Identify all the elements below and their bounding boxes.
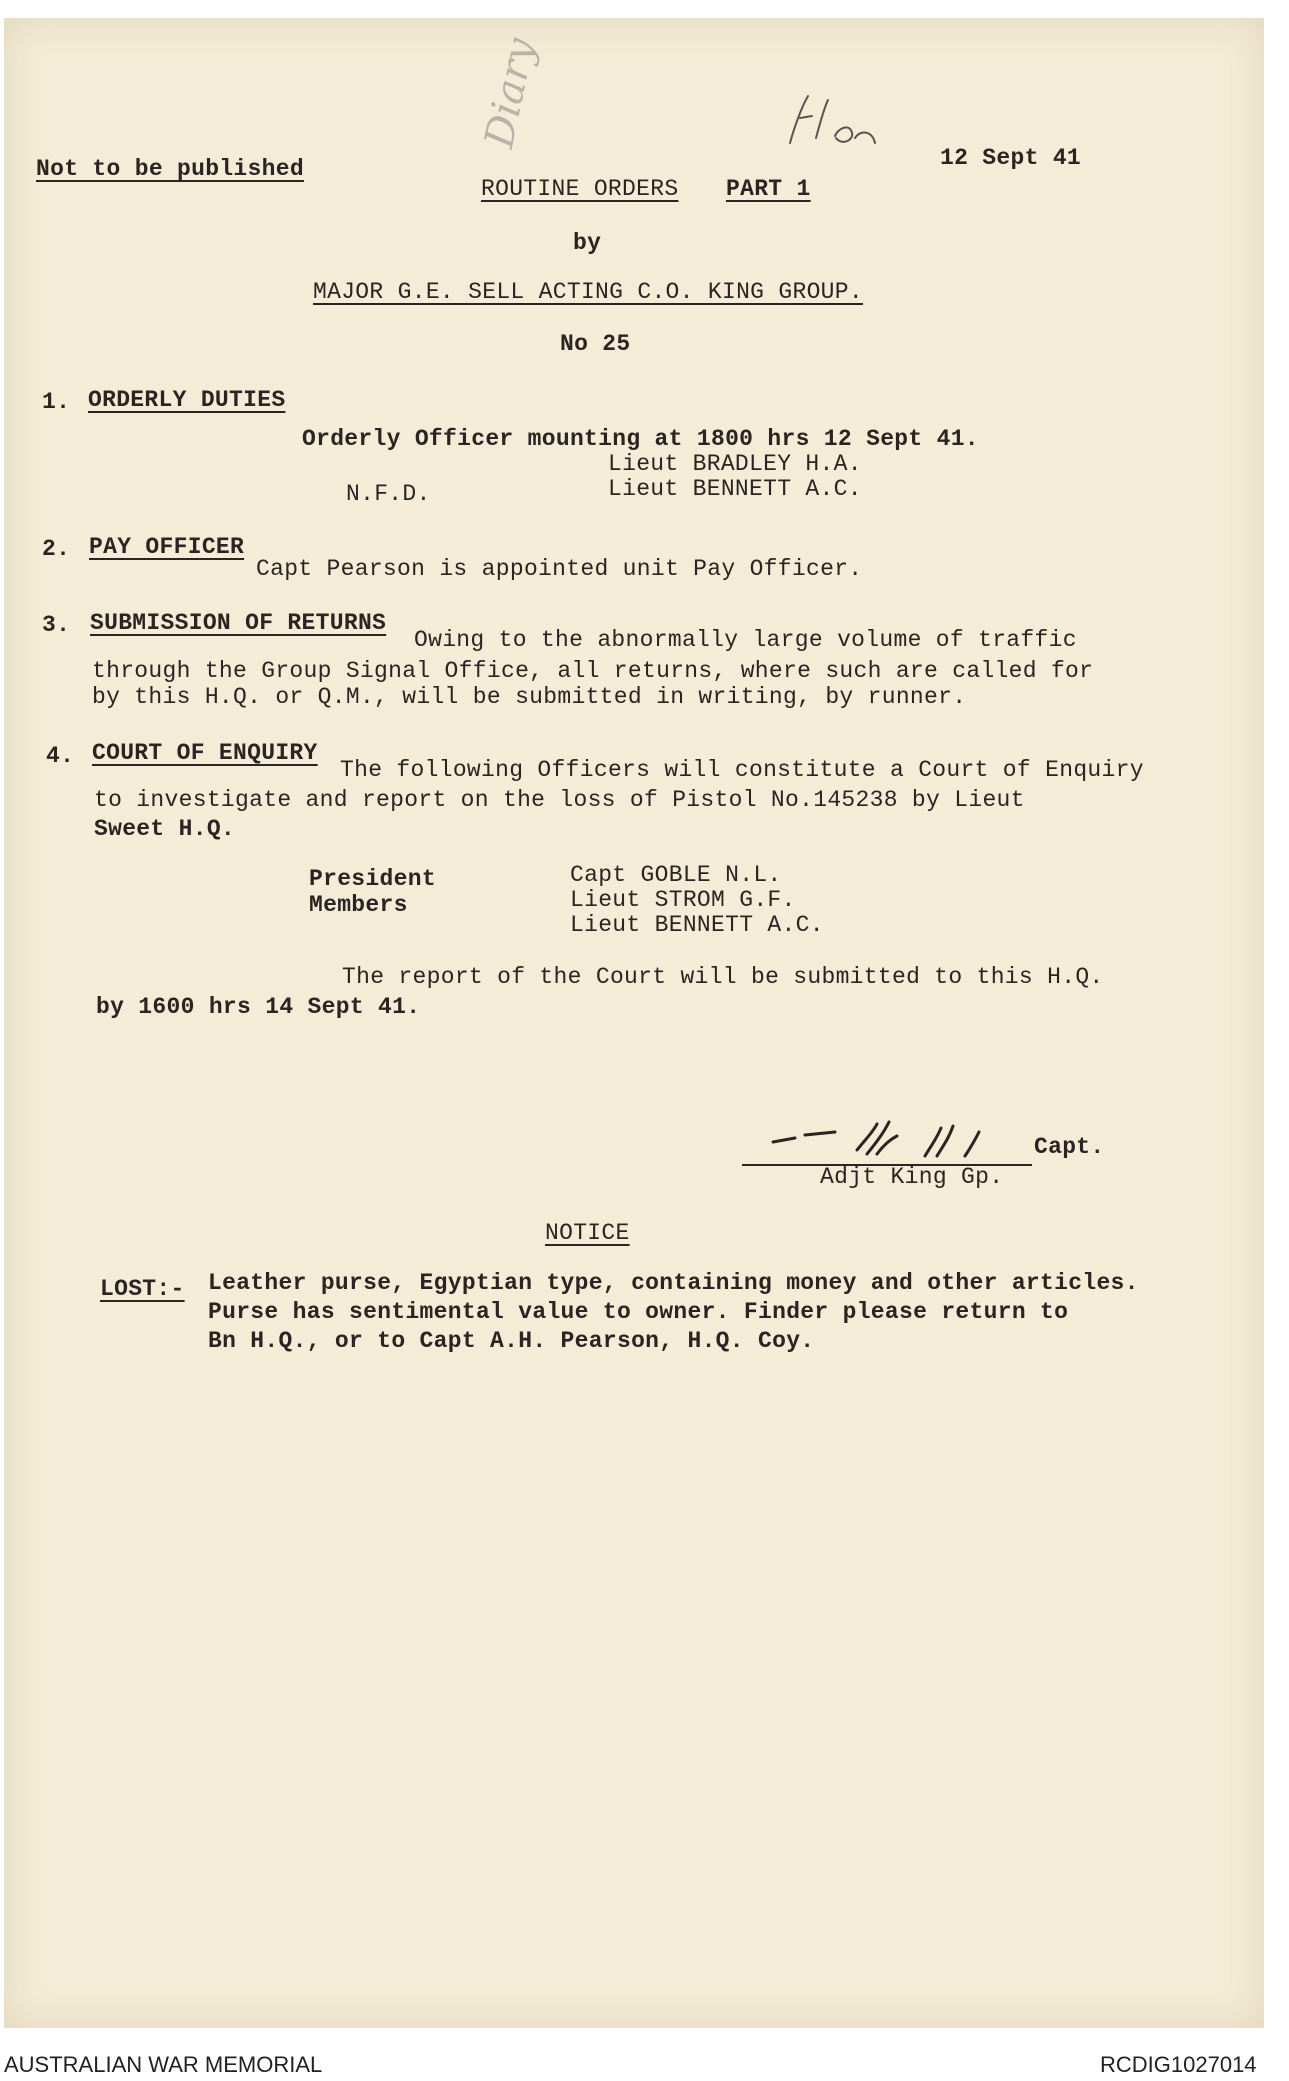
section-3-number: 3. xyxy=(42,612,71,638)
footer-source: AUSTRALIAN WAR MEMORIAL xyxy=(4,2052,323,2077)
notice-line: Purse has sentimental value to owner. Finder please return to xyxy=(208,1299,1069,1325)
signature-rank: Capt. xyxy=(1034,1134,1105,1160)
report-line: The report of the Court will be submitted to this H.Q. xyxy=(342,964,1104,990)
section-3-line: Owing to the abnormally large volume of traffic xyxy=(414,627,1077,653)
section-1-line: Lieut BENNETT A.C. xyxy=(608,476,862,502)
document-title: ROUTINE ORDERS xyxy=(481,176,679,202)
section-1-line: Lieut BRADLEY H.A. xyxy=(608,451,862,477)
document-part: PART 1 xyxy=(726,176,811,202)
not-published-label: Not to be published xyxy=(36,156,304,182)
president-label: President xyxy=(309,866,436,892)
section-2-heading: PAY OFFICER xyxy=(89,534,245,560)
document-paper xyxy=(4,18,1264,2028)
section-4-number: 4. xyxy=(46,743,75,769)
section-4-line: to investigate and report on the loss of Pistol No.145238 by Lieut xyxy=(94,787,1025,813)
president-name: Capt GOBLE N.L. xyxy=(570,862,782,888)
notice-line: Bn H.Q., or to Capt A.H. Pearson, H.Q. Coy. xyxy=(208,1328,815,1354)
section-1-number: 1. xyxy=(42,389,71,415)
member-name: Lieut STROM G.F. xyxy=(570,887,796,913)
section-1-heading: ORDERLY DUTIES xyxy=(88,387,286,413)
document-date: 12 Sept 41 xyxy=(940,145,1082,171)
section-4-line: Sweet H.Q. xyxy=(94,816,236,842)
section-4-line: The following Officers will constitute a Court of Enquiry xyxy=(340,757,1144,783)
notice-line: Leather purse, Egyptian type, containing money and other articles. xyxy=(208,1270,1139,1296)
pencil-annotation: Diary xyxy=(476,34,545,152)
notice-heading: NOTICE xyxy=(545,1220,630,1246)
section-3-line: through the Group Signal Office, all returns, where such are called for xyxy=(92,658,1094,684)
adjutant-signature xyxy=(765,1110,1045,1170)
order-number: No 25 xyxy=(560,331,631,357)
section-2-line: Capt Pearson is appointed unit Pay Officer. xyxy=(256,556,863,582)
section-3-line: by this H.Q. or Q.M., will be submitted in writing, by runner. xyxy=(92,684,967,710)
section-1-line: Orderly Officer mounting at 1800 hrs 12 Sept 41. xyxy=(302,426,979,452)
section-1-line: N.F.D. xyxy=(346,481,431,507)
signature-title: Adjt King Gp. xyxy=(820,1164,1004,1190)
footer-id: RCDIG1027014 xyxy=(1100,2052,1257,2077)
section-4-heading: COURT OF ENQUIRY xyxy=(92,740,318,766)
ink-file-mark xyxy=(780,88,890,158)
members-label: Members xyxy=(309,892,408,918)
member-name: Lieut BENNETT A.C. xyxy=(570,912,824,938)
section-2-number: 2. xyxy=(42,536,71,562)
by-label: by xyxy=(573,230,602,256)
lost-label: LOST:- xyxy=(100,1276,185,1302)
issuer-line: MAJOR G.E. SELL ACTING C.O. KING GROUP. xyxy=(313,279,863,305)
report-line: by 1600 hrs 14 Sept 41. xyxy=(96,994,421,1020)
section-3-heading: SUBMISSION OF RETURNS xyxy=(90,610,387,636)
